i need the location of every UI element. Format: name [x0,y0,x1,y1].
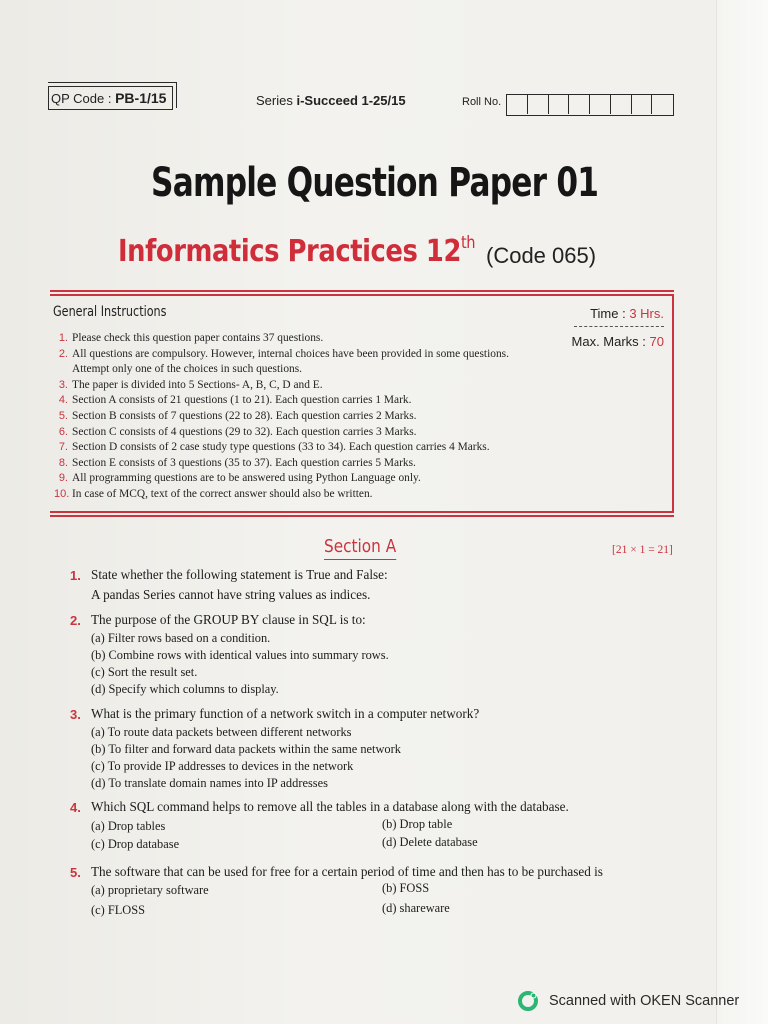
option-d: (d) shareware [382,901,450,915]
option-a: (a) proprietary software [91,883,209,897]
question-number: 2. [70,613,81,628]
instruction-number: 6. [58,425,68,438]
question-number: 1. [70,568,81,583]
option-c: (c) To provide IP addresses to devices in the network [91,759,354,773]
instruction-item [54,347,574,378]
instruction-number: 8. [58,456,68,469]
marks-value: 70 [649,334,664,349]
qp-code-box [48,86,173,110]
instruction-item [54,425,574,441]
roll-no-label: Roll No. [462,96,502,108]
instructions-title: General Instructions [53,304,167,320]
option-a: (a) Drop tables [91,819,166,833]
instruction-item [54,409,574,425]
series-value: i-Succeed 1-25/15 [296,93,406,108]
option-d: (d) Delete database [382,835,478,849]
option-c: (c) Drop database [91,837,180,851]
question-statement: A pandas Series cannot have string values as indices. [91,587,371,602]
option-a: (a) Filter rows based on a condition. [91,631,271,645]
instruction-number: 2. [58,347,68,360]
subject-title [118,233,597,269]
oken-logo-icon [517,990,539,1012]
subject-sup: th [460,233,476,253]
instruction-text: Attempt only one of the choices in such questions. [72,363,302,376]
option-b: (b) Drop table [382,817,453,831]
question-number: 3. [70,707,81,722]
option-b: (b) To filter and forward data packets within the same network [91,742,401,756]
instruction-number: 7. [58,441,68,454]
instruction-number: 5. [58,409,68,422]
instruction-item [54,440,574,456]
time-label: Time : [590,306,630,321]
roll-no-box[interactable] [569,95,590,114]
question-number: 4. [70,800,81,815]
instruction-text: All questions are compulsory. However, internal choices have been provided in some questions. [72,347,509,360]
roll-no-box[interactable] [549,95,570,114]
series-label: Series [256,93,297,108]
question-number: 5. [70,865,81,880]
instructions-list [54,331,574,503]
instruction-text: Section C consists of 4 questions (29 to 32). Each question carries 3 Marks. [72,425,417,438]
series-info [256,93,406,108]
instructions-box [50,294,674,513]
option-a: (a) To route data packets between different networks [91,725,352,739]
option-d: (d) Specify which columns to display. [91,682,279,696]
page-edge [716,0,768,1024]
roll-no-box[interactable] [590,95,611,114]
subject-main: Informatics Practices 12 [118,234,461,269]
instruction-text: Section D consists of 2 case study type questions (33 to 34). Each question carries 4 Marks. [72,441,490,454]
marks-info [572,334,664,349]
instruction-number: 10. [54,487,70,500]
time-value: 3 Hrs. [629,306,664,321]
instruction-item [54,331,574,347]
instruction-text: In case of MCQ, text of the correct answer should also be written. [72,487,373,500]
roll-no-box[interactable] [528,95,549,114]
question-text: The purpose of the GROUP BY clause in SQL is to: [91,612,366,627]
instruction-text: All programming questions are to be answered using Python Language only. [72,472,421,485]
roll-no-box[interactable] [652,95,673,114]
option-b: (b) Combine rows with identical values into summary rows. [91,648,389,662]
subject-name [118,233,475,269]
time-info [590,306,664,321]
instruction-number: 1. [58,332,68,344]
instruction-text: Section E consists of 3 questions (35 to 37). Each question carries 5 Marks. [72,456,416,469]
marks-label: Max. Marks : [571,334,650,349]
option-d: (d) To translate domain names into IP addresses [91,776,328,790]
scanner-text: Scanned with OKEN Scanner [549,993,740,1009]
roll-no-box[interactable] [507,95,528,114]
section-title: Section A [324,536,397,557]
time-divider [574,326,664,327]
option-c: (c) Sort the result set. [91,665,198,679]
instruction-item [54,456,574,472]
instruction-item [54,471,574,487]
instruction-number: 9. [58,472,68,485]
instruction-item [54,378,574,394]
instruction-text: Section A consists of 21 questions (1 to 21). Each question carries 1 Mark. [72,394,412,407]
instruction-item [54,487,574,503]
option-c: (c) FLOSS [91,903,146,917]
instruction-number: 3. [58,378,68,391]
section-marks: [21 × 1 = 21] [612,544,673,556]
scanner-watermark [517,990,739,1012]
roll-no-boxes[interactable] [506,94,674,116]
instruction-text: Please check this question paper contains 37 questions. [72,332,324,344]
subject-code: (Code 065) [486,243,597,268]
instruction-text: The paper is divided into 5 Sections- A, B, C, D and E. [72,378,323,391]
question-text: What is the primary function of a network switch in a computer network? [91,706,480,721]
roll-no-box[interactable] [611,95,632,114]
question-text: The software that can be used for free for a certain period of time and then has to be purchased is [91,864,603,879]
question-text: Which SQL command helps to remove all the tables in a database along with the database. [91,799,569,814]
qp-code-label: QP Code : [51,91,116,106]
roll-no-box[interactable] [632,95,653,114]
qp-code-value: PB-1/15 [115,90,167,106]
instruction-item [54,393,574,409]
page-title: Sample Question Paper 01 [151,160,599,206]
instruction-number: 4. [58,394,68,407]
option-b: (b) FOSS [382,881,430,895]
instruction-text: Section B consists of 7 questions (22 to 28). Each question carries 2 Marks. [72,409,417,422]
question-text: State whether the following statement is True and False: [91,567,388,582]
